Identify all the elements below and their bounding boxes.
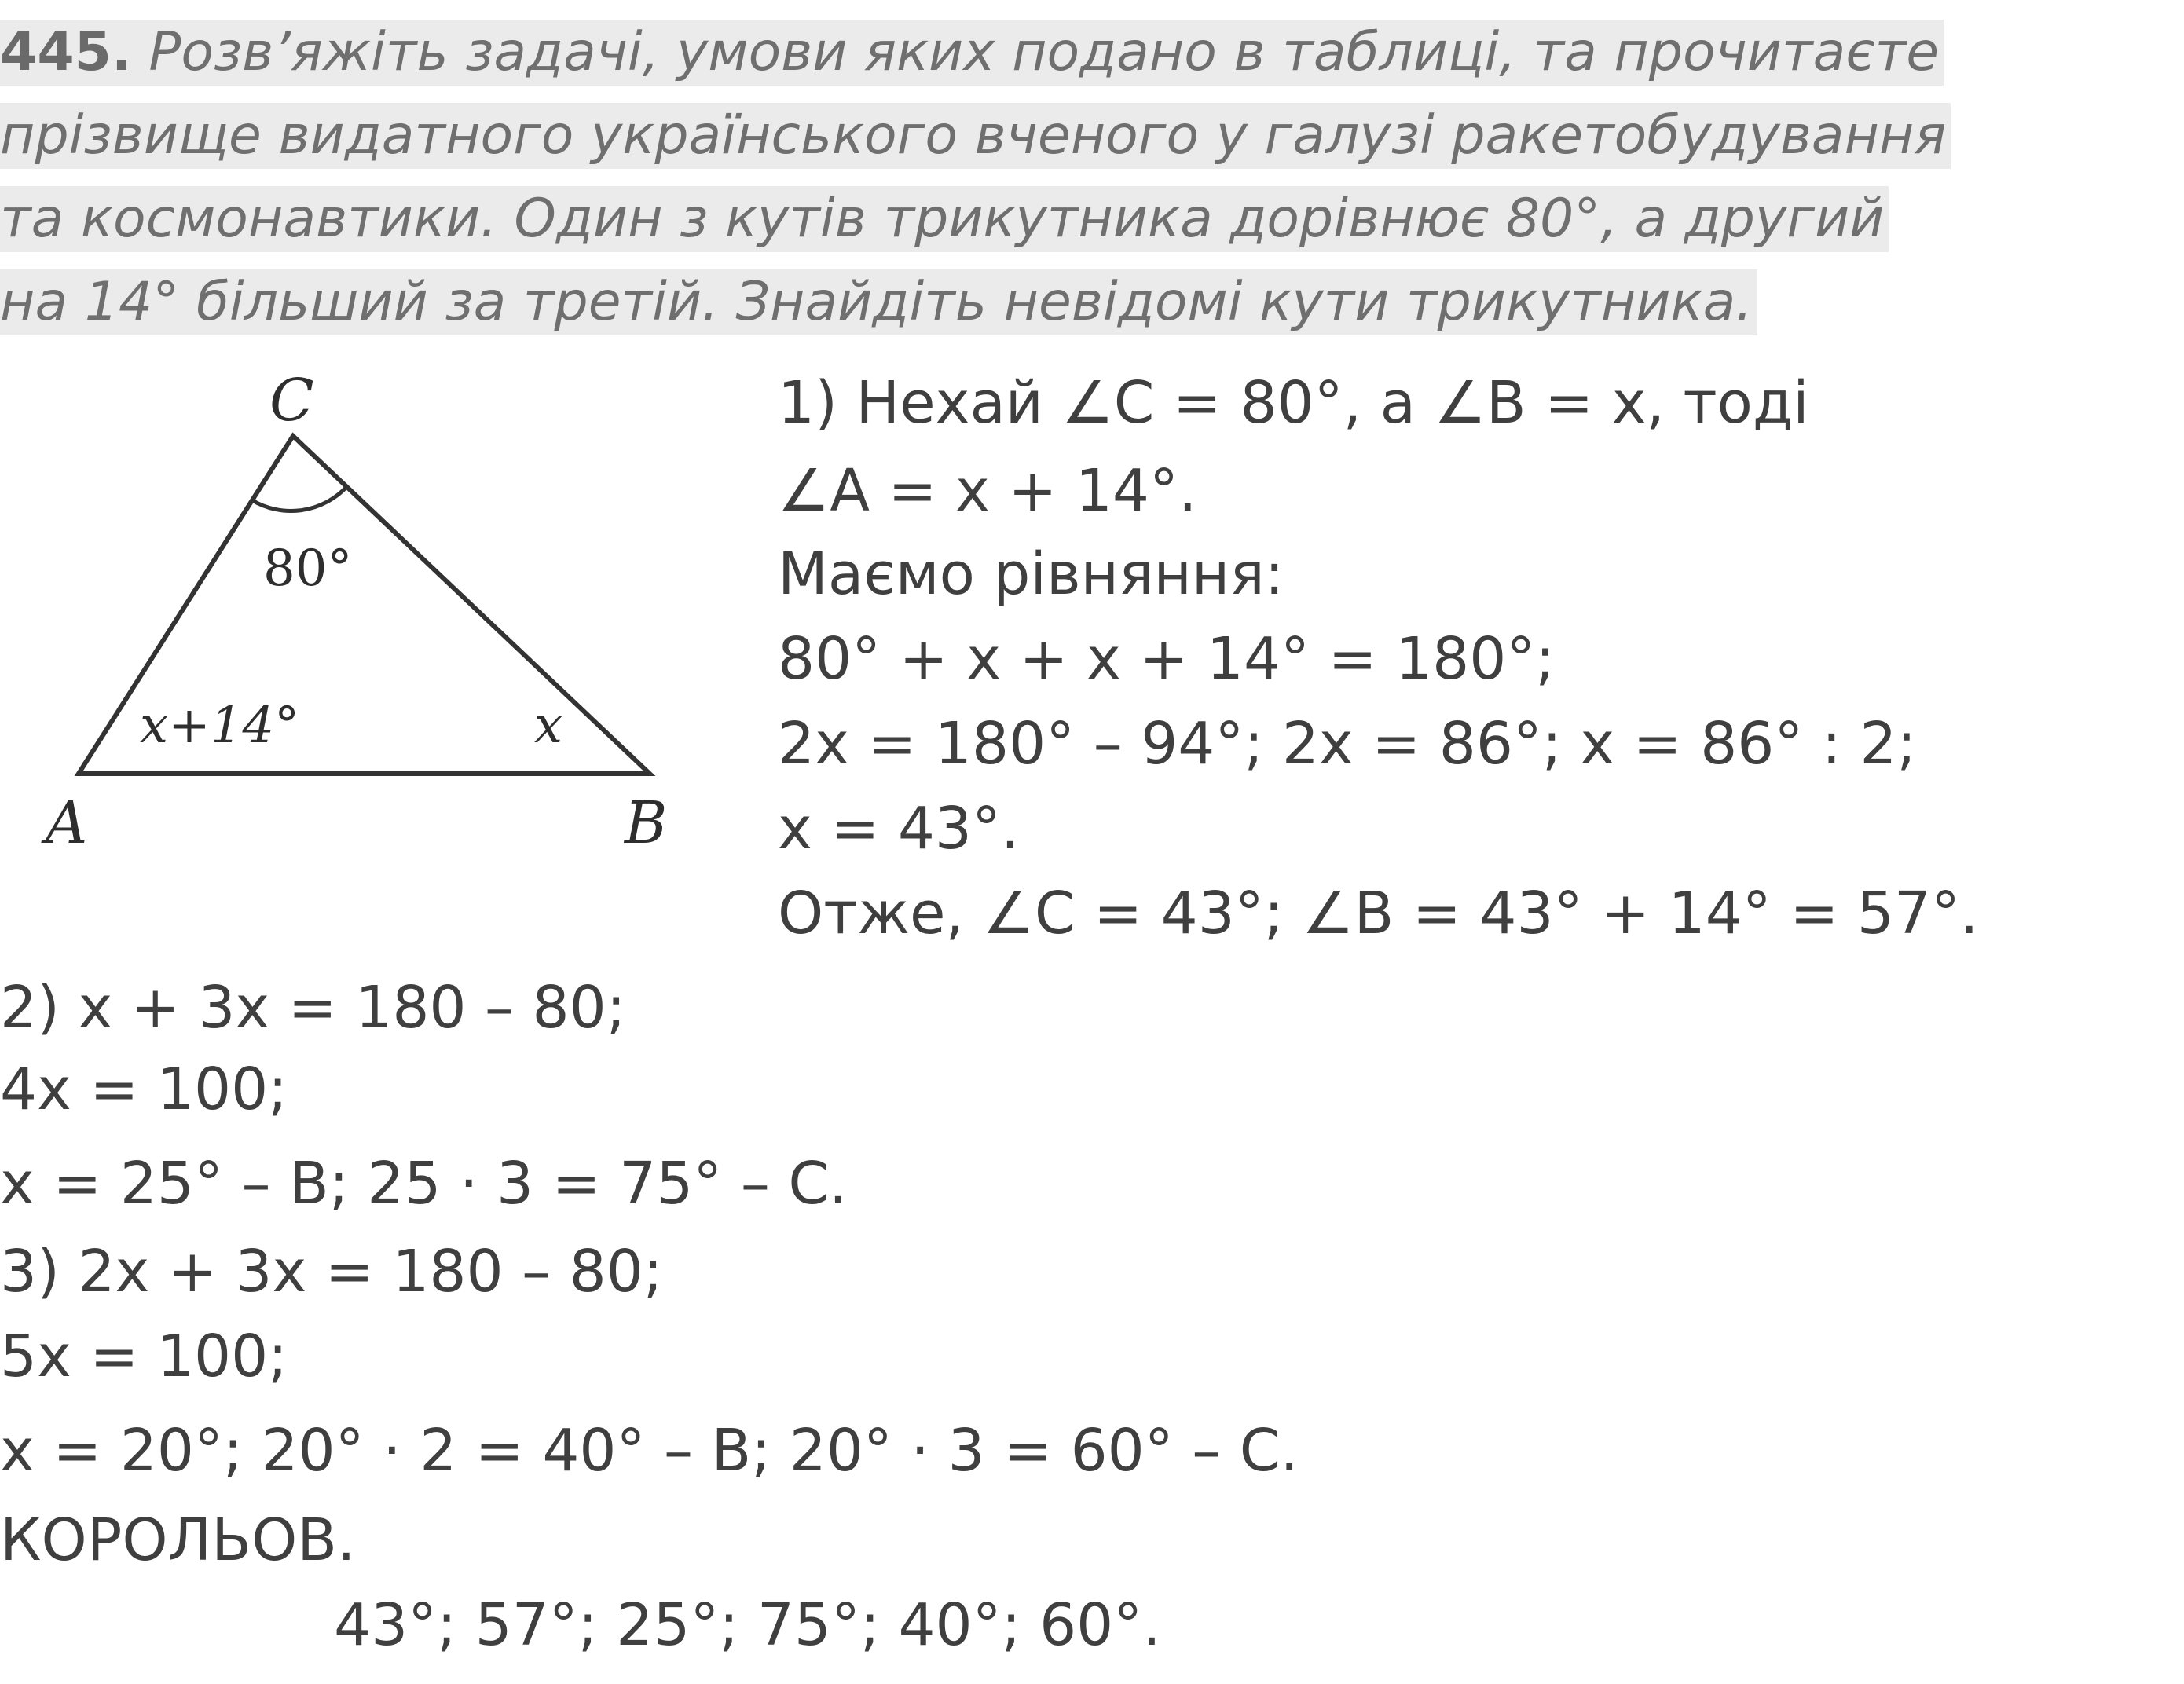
part1-line-7: Отже, ∠C = 43°; ∠B = 43° + 14° = 57°. xyxy=(778,880,1979,947)
task-text-4: на 14° більший за третій. Знайдіть невідомі кути трикутника. xyxy=(0,271,1753,333)
task-number: 445. xyxy=(0,21,132,83)
part1-line-3: Маємо рівняння: xyxy=(778,540,1284,608)
part3-line-2: 5x = 100; xyxy=(0,1323,288,1390)
angle-c-arc xyxy=(252,487,346,511)
vertex-b-label: B xyxy=(625,789,668,857)
part2-line-1: 2) x + 3x = 180 – 80; xyxy=(0,974,626,1042)
angle-c-label: 80° xyxy=(263,540,353,598)
part1-line-2: ∠A = x + 14°. xyxy=(778,457,1197,525)
part3-line-1: 3) 2x + 3x = 180 – 80; xyxy=(0,1238,663,1305)
task-line-3 xyxy=(0,186,1889,252)
task-line-1 xyxy=(0,20,1944,86)
triangle-diagram xyxy=(0,346,707,880)
surname-result: КОРОЛЬОВ. xyxy=(0,1506,356,1574)
task-text-3: та космонавтики. Один з кутів трикутника дорівнює 80°, а другий xyxy=(0,188,1885,250)
part1-line-1: 1) Нехай ∠C = 80°, а ∠B = x, тоді xyxy=(778,369,1809,437)
task-text-1: Розв’яжіть задачі, умови яких подано в таблиці, та прочитаєте xyxy=(148,21,1940,83)
angle-b-label: x xyxy=(534,697,563,755)
angle-a-label: x+14° xyxy=(140,697,300,755)
part3-line-3: x = 20°; 20° · 2 = 40° – B; 20° · 3 = 60° – C. xyxy=(0,1417,1299,1484)
part1-line-4: 80° + x + x + 14° = 180°; xyxy=(778,625,1556,693)
part1-line-5: 2x = 180° – 94°; 2x = 86°; x = 86° : 2; xyxy=(778,710,1917,778)
task-text-2: прізвище видатного українського вченого у галузі ракетобудування xyxy=(0,104,1947,167)
part1-line-6: x = 43°. xyxy=(778,795,1020,862)
vertex-a-label: A xyxy=(46,789,88,857)
final-answer: 43°; 57°; 25°; 75°; 40°; 60°. xyxy=(334,1591,1161,1659)
part2-line-3: x = 25° – B; 25 · 3 = 75° – C. xyxy=(0,1150,848,1217)
part2-line-2: 4x = 100; xyxy=(0,1056,288,1123)
task-line-2 xyxy=(0,103,1951,169)
vertex-c-label: C xyxy=(269,367,314,434)
task-line-4 xyxy=(0,269,1757,335)
